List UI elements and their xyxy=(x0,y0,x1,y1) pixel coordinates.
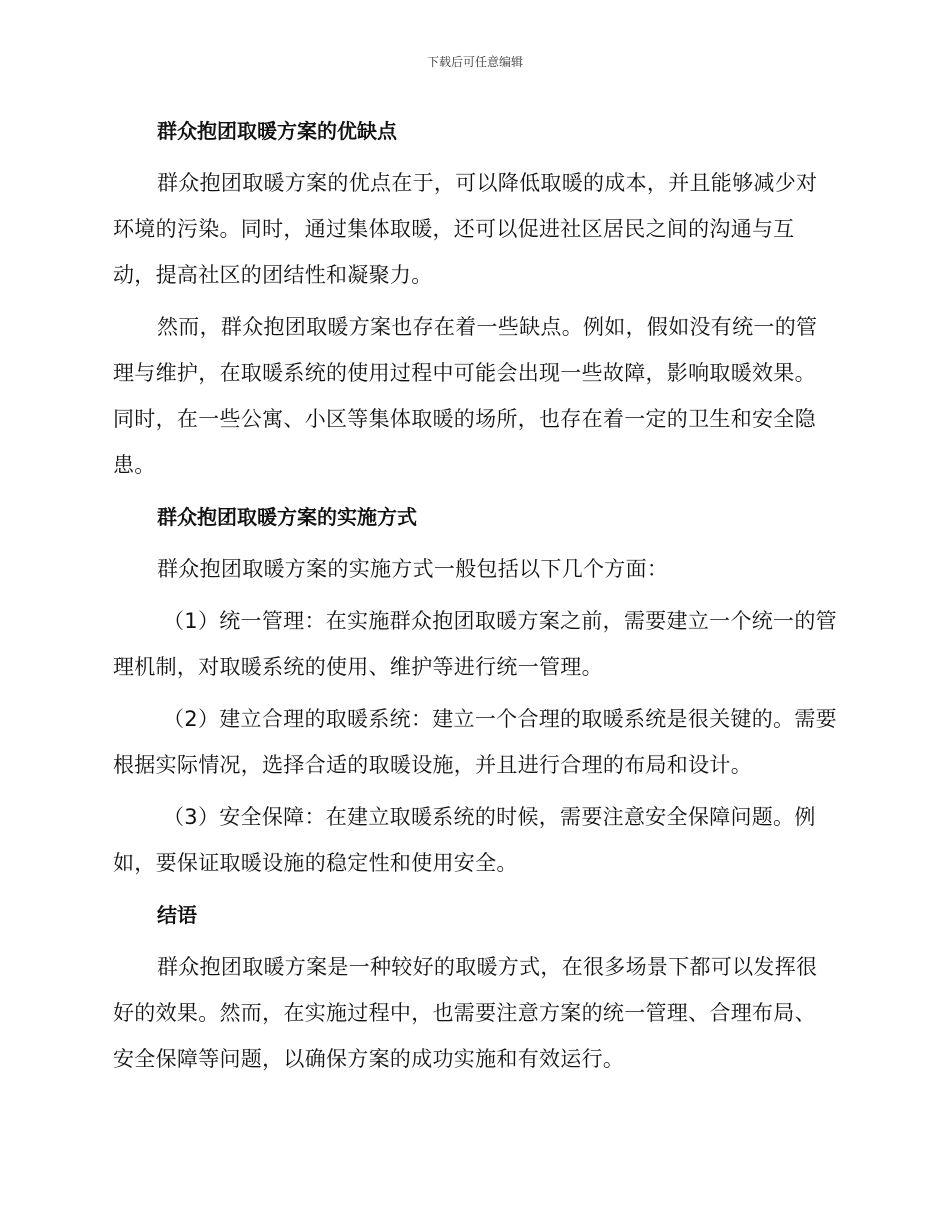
section-heading-pros-cons: 群众抱团取暖方案的优缺点 xyxy=(157,119,397,143)
list-item-heating-system: （2）建立合理的取暖系统：建立一个合理的取暖系统是很关键的。需要根据实际情况，选择合适的取暖设施，并且进行合理的布局和设计。 xyxy=(113,707,837,777)
paragraph-conclusion: 群众抱团取暖方案是一种较好的取暖方式，在很多场景下都可以发挥很好的效果。然而，在实施过程中，也需要注意方案的统一管理、合理布局、安全保障等问题，以确保方案的成功实施和有效运行。 xyxy=(113,955,818,1071)
paragraph-advantages: 群众抱团取暖方案的优点在于，可以降低取暖的成本，并且能够减少对环境的污染。同时，通过集体取暖，还可以促进社区居民之间的沟通与互动，提高社区的团结性和凝聚力。 xyxy=(113,171,818,287)
section-heading-implementation: 群众抱团取暖方案的实施方式 xyxy=(157,505,417,529)
page-header: 下载后可任意编辑 xyxy=(426,55,523,69)
document-body xyxy=(113,108,837,1088)
paragraph-implementation-intro: 群众抱团取暖方案的实施方式一般包括以下几个方面： xyxy=(157,557,669,581)
list-item-unified-management: （1）统一管理：在实施群众抱团取暖方案之前，需要建立一个统一的管理机制，对取暖系统的使用、维护等进行统一管理。 xyxy=(113,609,837,679)
paragraph-disadvantages: 然而，群众抱团取暖方案也存在着一些缺点。例如，假如没有统一的管理与维护，在取暖系统的使用过程中可能会出现一些故障，影响取暖效果。同时，在一些公寓、小区等集体取暖的场所，也存在着一定的卫生和安全隐患。 xyxy=(113,315,818,477)
list-item-safety: （3）安全保障：在建立取暖系统的时候，需要注意安全保障问题。例如，要保证取暖设施的稳定性和使用安全。 xyxy=(113,805,816,875)
section-heading-conclusion: 结语 xyxy=(157,903,197,927)
